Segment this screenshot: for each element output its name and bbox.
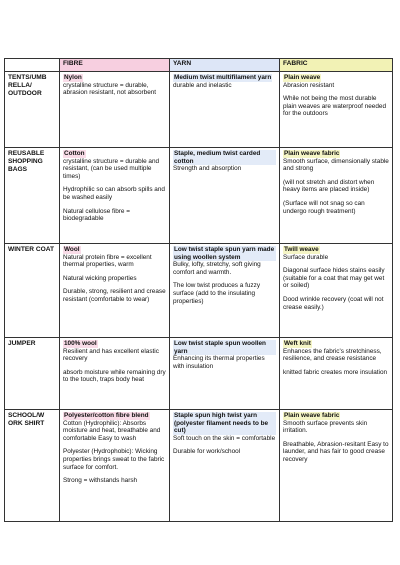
- fabric-line: (Surface will not snag so can undergo rough treatment): [283, 199, 365, 215]
- fibre-title: Nylon: [64, 74, 82, 81]
- fibre-title: 100% wool: [64, 340, 97, 347]
- textiles-table-sheet: [4, 58, 392, 522]
- fibre-title: Cotton: [64, 150, 85, 157]
- yarn-line: Enhancing its thermal properties with insulation: [173, 355, 265, 370]
- header-fabric: FABRIC: [280, 59, 393, 72]
- fabric-line: Diagonal surface hides stains easily (suitable for a coat that may get wet or soiled): [283, 267, 385, 290]
- table-row: [5, 244, 393, 338]
- fabric-title: Plain weave fabric: [284, 150, 340, 157]
- fabric-line: Enhances the fabric's stretchiness, resilience, and crease resistance: [283, 347, 382, 363]
- table-body: [5, 72, 393, 522]
- yarn-title: Staple spun high twist yarn (polyester filament needs to be cut): [173, 412, 276, 435]
- fibre-line: Polyester (Hydrophobic): Wicking properties brings sweat to the fabric surface for comfort.: [63, 448, 165, 471]
- fabric-cell: [280, 148, 393, 244]
- yarn-line: Durable for work/school: [173, 448, 241, 456]
- fibre-line: Durable, strong, resilient and crease resistant (comfortable to wear): [63, 288, 166, 303]
- fibre-line: crystalline structure = durable and resistant, (can be used multiple times): [63, 157, 160, 180]
- yarn-cell: [170, 338, 280, 410]
- fabric-line: (will not stretch and distort when heavy items are placed inside): [283, 178, 375, 194]
- fibre-line: Resilient and has excellent elastic recovery: [63, 347, 159, 363]
- row-label: TENTS/UMB RELLA/ OUTDOOR: [5, 72, 60, 148]
- fabric-cell: [280, 72, 393, 148]
- yarn-line: Soft touch on the skin = comfortable: [173, 434, 276, 442]
- fibre-line: Cotton (Hydrophilic): Absorbs moisture and heat, breathable and comfortable Easy to wash: [63, 419, 161, 442]
- fabric-title: Plain weave fabric: [284, 412, 340, 419]
- header-row: [5, 59, 393, 72]
- fabric-line: Smooth surface, dimensionally stable and strong: [283, 157, 389, 173]
- table-row: [5, 72, 393, 148]
- row-label: SCHOOL/W ORK SHIRT: [5, 410, 60, 522]
- header-fibre: FIBRE: [60, 59, 170, 72]
- fabric-cell: [280, 338, 393, 410]
- row-label: WINTER COAT: [5, 244, 60, 338]
- yarn-line: durable and inelastic: [173, 81, 232, 89]
- yarn-title: Medium twist multifilament yarn: [174, 74, 272, 81]
- yarn-line: The low twist produces a fuzzy surface (add to the insulating properties): [173, 282, 261, 305]
- fabric-line: Dood wrinkle recovery (coat will not crease easily.): [283, 295, 384, 311]
- fabric-title: Plain weave: [284, 74, 321, 81]
- fabric-cell: [280, 410, 393, 522]
- table-row: [5, 410, 393, 522]
- yarn-cell: [170, 410, 280, 522]
- fabric-cell: [280, 244, 393, 338]
- fabric-line: Smooth surface prevents skin irritation.: [283, 419, 368, 435]
- fabric-title: Twill weave: [284, 246, 319, 253]
- fibre-line: Hydrophilic so can absorb spills and be washed easily: [63, 186, 165, 201]
- table-row: [5, 338, 393, 410]
- fibre-line: Natural protein fibre = excellent thermal properties, warm: [63, 253, 152, 269]
- yarn-cell: [170, 72, 280, 148]
- fibre-cell: [60, 72, 170, 148]
- yarn-cell: [170, 244, 280, 338]
- fibre-title: Polyester/cotton fibre blend: [64, 412, 149, 419]
- fibre-title: Wool: [64, 246, 80, 253]
- fabric-title: Weft knit: [284, 340, 311, 347]
- yarn-title: Low twist staple spun woollen yarn: [173, 340, 276, 355]
- yarn-title: Staple, medium twist carded cotton: [173, 150, 276, 165]
- fibre-cell: [60, 244, 170, 338]
- row-label: JUMPER: [5, 338, 60, 410]
- yarn-title: Low twist staple spun yarn made using woollen system: [174, 246, 275, 261]
- textiles-table: [4, 58, 393, 522]
- row-label: REUSABLE SHOPPING BAGS: [5, 148, 60, 244]
- yarn-line: Bulky, lofty, stretchy, soft giving comfort and warmth.: [173, 261, 261, 276]
- fibre-cell: [60, 148, 170, 244]
- fibre-line: Natural cellulose fibre = biodegradable: [63, 207, 130, 223]
- table-row: [5, 148, 393, 244]
- fabric-line: While not being the most durable plain weaves are waterproof needed for the outdoors: [283, 95, 387, 118]
- fabric-line: Abrasion resistant: [283, 81, 335, 89]
- fabric-line: knitted fabric creates more insulation: [283, 368, 388, 376]
- yarn-cell: [170, 148, 280, 244]
- fabric-line: Breathable, Abrasion-resitant Easy to launder, and has fair to good crease recovery: [283, 440, 389, 463]
- fibre-line: Natural wicking properties: [63, 274, 137, 282]
- fibre-cell: [60, 338, 170, 410]
- yarn-line: Strength and absorption: [173, 165, 242, 173]
- fabric-line: Surface durable: [283, 253, 329, 261]
- fibre-cell: [60, 410, 170, 522]
- header-category: [5, 59, 60, 72]
- fibre-line: crystalline structure = durable, abrasion resistant, not absorbent: [63, 81, 157, 97]
- header-yarn: YARN: [170, 59, 280, 72]
- fibre-line: absorb moisture while remaining dry to the touch, traps body heat: [63, 368, 166, 384]
- fibre-line: Strong = withstands harsh: [63, 477, 138, 485]
